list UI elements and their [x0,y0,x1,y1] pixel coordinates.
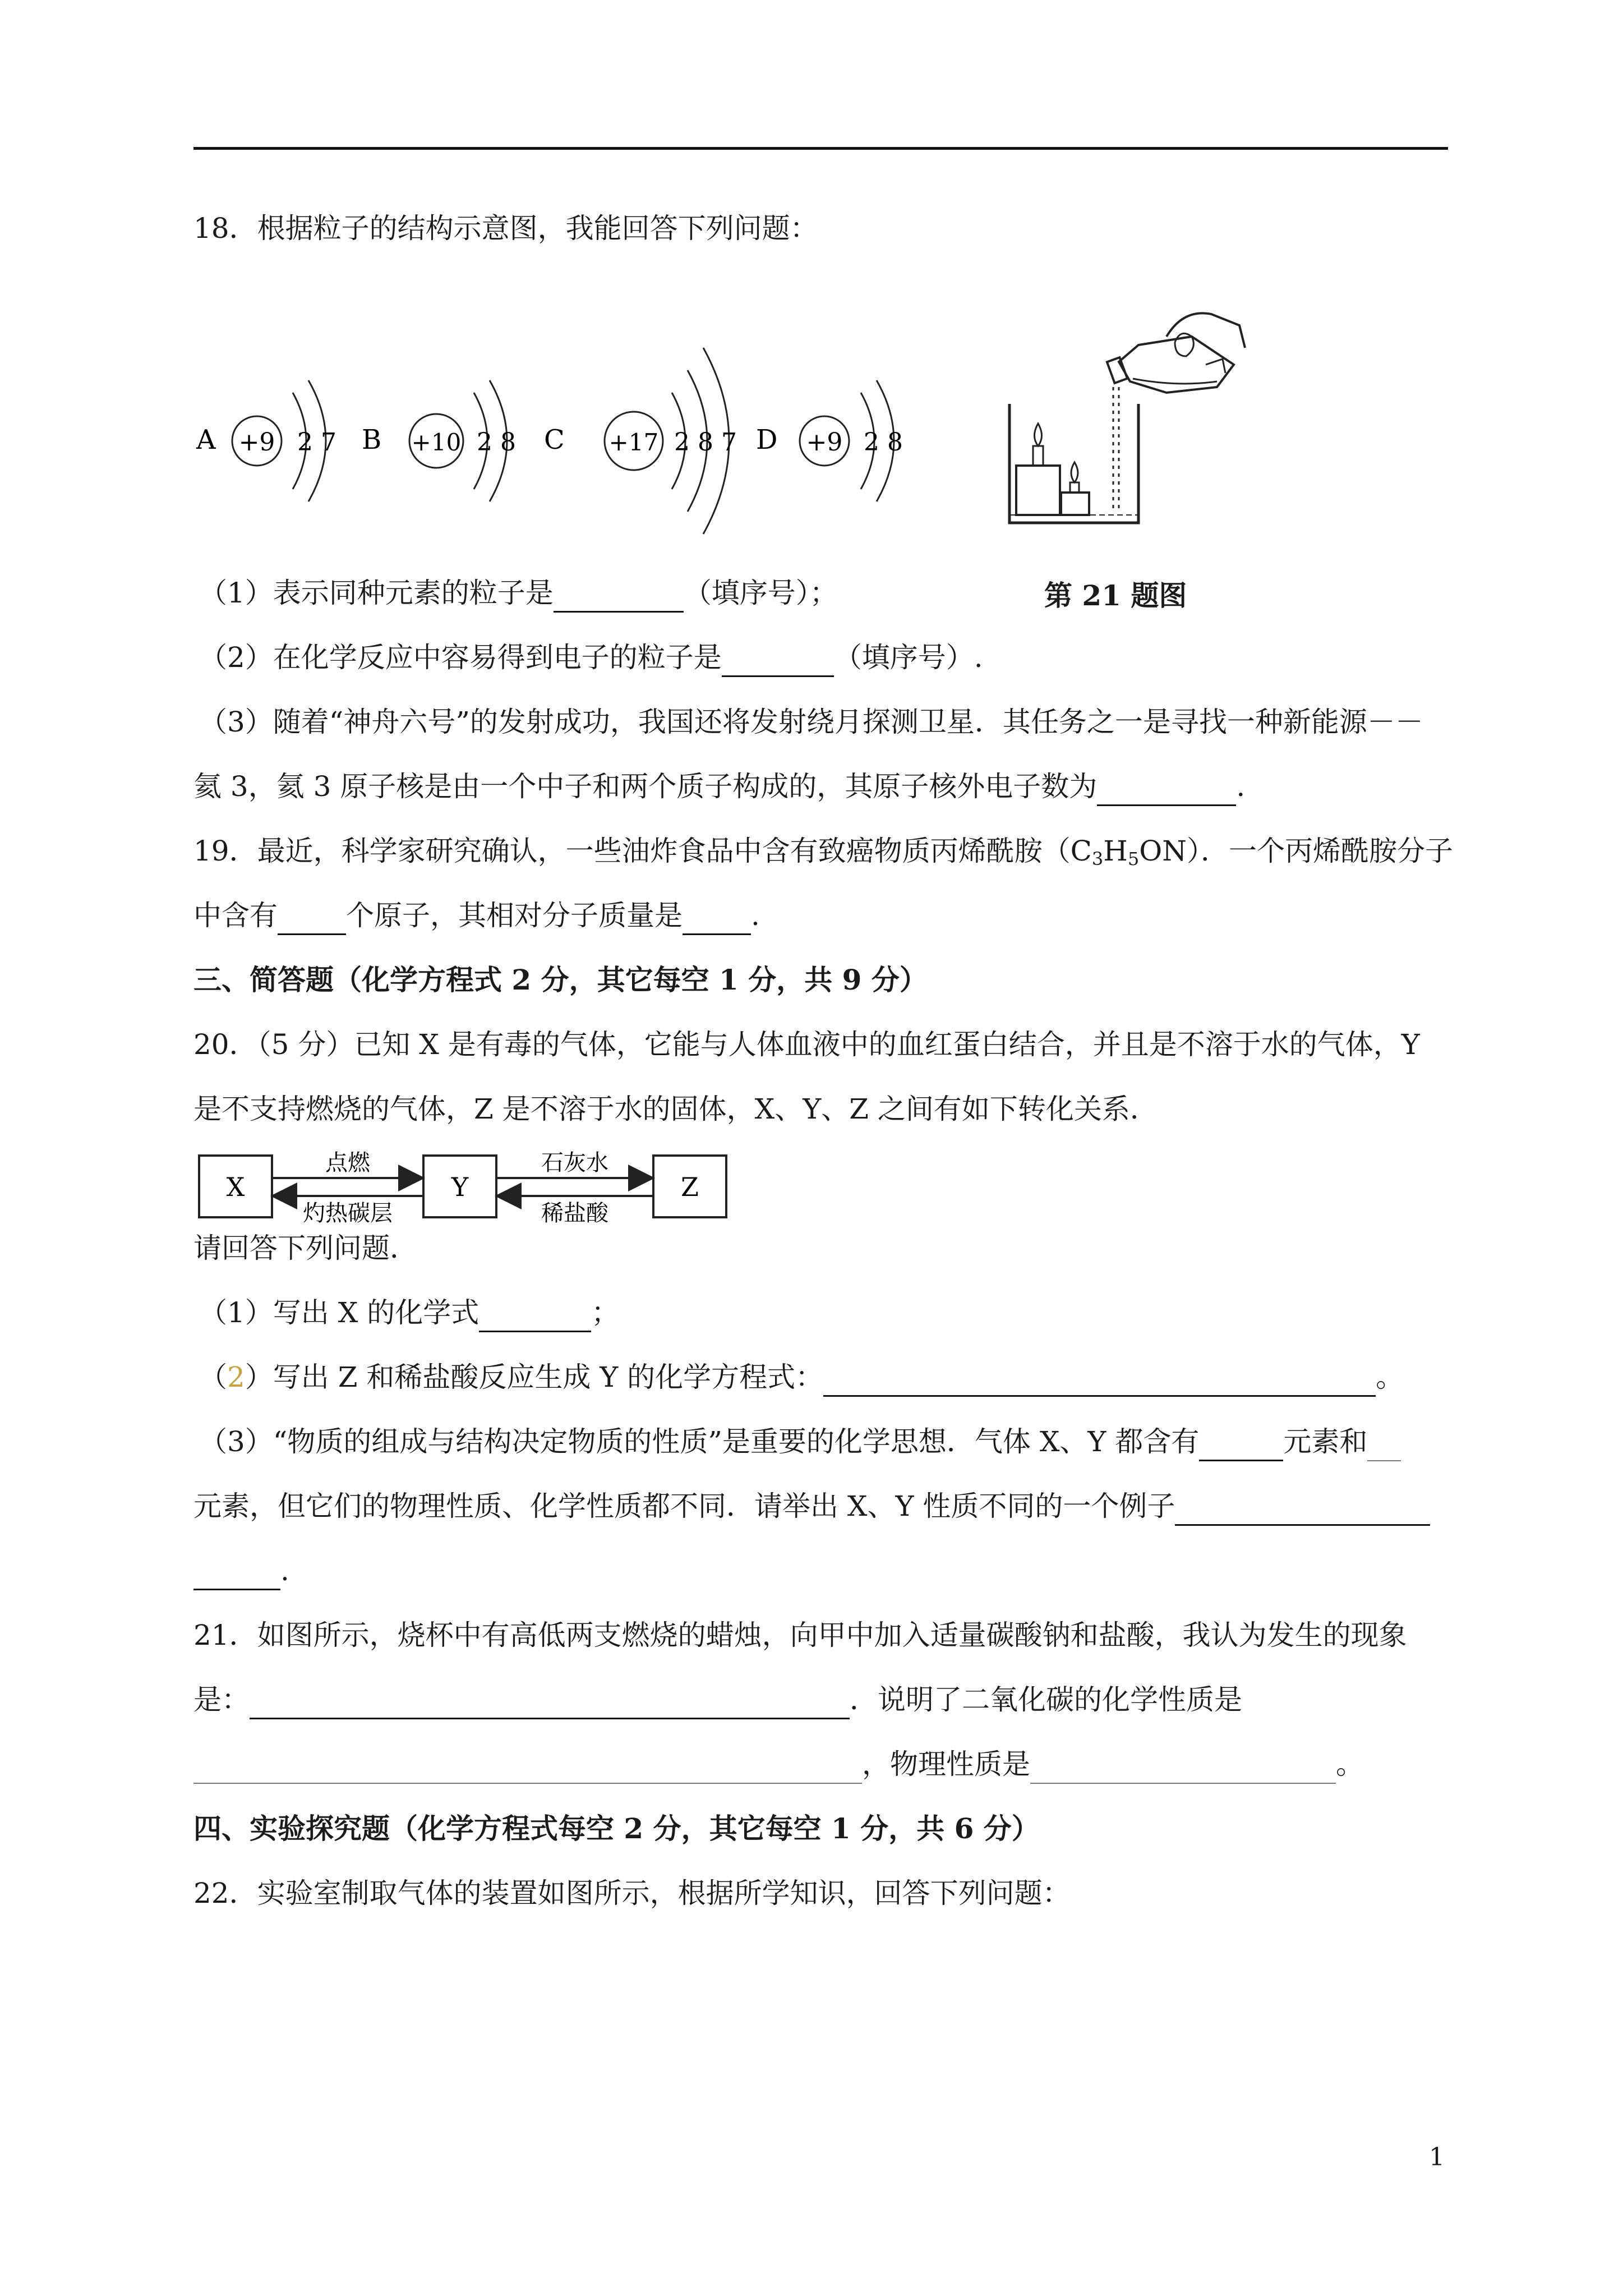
q20-part2-open: （ [199,1361,227,1393]
atom-a [196,380,336,501]
q20-part3-line2 [193,1487,1430,1526]
figure-21-beaker-candles [998,303,1256,539]
q18-part1-text: （1）表示同种元素的粒子是 [199,577,554,609]
gas-stream [1113,387,1119,510]
atom-c-electrons: 2 8 7 [674,428,737,457]
q21-text-c: ，物理性质是 [862,1748,1030,1780]
atom-d-nucleus: +9 [806,428,843,457]
q18-answer-blank-1[interactable] [554,582,684,613]
q20-prompt: 请回答下列问题． [193,1232,418,1264]
q19-h: H [1103,835,1128,867]
q20-part1 [199,1293,619,1332]
q21-answer-blank-1[interactable] [250,1688,850,1719]
q18-part2-text: （2）在化学反应中容易得到电子的粒子是 [199,641,722,674]
short-candle [1061,462,1089,515]
arrow-x-to-y-label: 点燃 [325,1150,370,1176]
atom-structure-diagrams [191,314,931,583]
q19-sub-3: 3 [1091,848,1104,869]
q18-part1-suffix: （填序号）； [683,577,838,609]
atom-c [544,348,737,534]
box-y-label: Y [451,1172,469,1202]
q18-answer-blank-2[interactable] [722,646,834,677]
q21-end: 。 [1336,1748,1364,1780]
q21-text-b: ．说明了二氧化碳的化学性质是 [850,1683,1242,1716]
atom-a-electrons: 2 7 [297,428,336,457]
q18-part3-text: 氦 3，氦 3 原子核是由一个中子和两个质子构成的，其原子核外电子数为 [193,770,1098,803]
q20-answer-blank-5[interactable] [1175,1495,1430,1526]
q20-part3-end: . [280,1554,289,1587]
q20-part2-text: ）写出 Z 和稀盐酸反应生成 Y 的化学方程式： [245,1361,824,1393]
atom-a-nucleus: +9 [238,428,275,457]
atom-c-letter: C [544,424,565,455]
atom-b-electrons: 2 8 [477,428,516,457]
atom-d-electrons: 2 8 [864,428,903,457]
q18-part3-line2 [193,767,1245,806]
q19-sub-5: 5 [1127,848,1140,869]
box-z-label: Z [681,1172,699,1202]
page-number: 1 [1429,2143,1445,2171]
q18-part3-line1: （3）随着“神舟六号”的发射成功，我国还将发射绕月探测卫星．其任务之一是寻找一种新能源－－ [199,706,1423,738]
q20-part3-text-c: 元素，但它们的物理性质、化学性质都不同．请举出 X、Y 性质不同的一个例子 [193,1490,1175,1522]
q18-part3-end: . [1236,770,1246,803]
q21-line3 [193,1745,1364,1784]
atom-b [362,380,516,501]
q20-part2 [199,1358,1404,1397]
q20-part1-suffix: ； [591,1296,620,1329]
atom-d [756,380,903,501]
q20-part3-line1 [199,1422,1401,1461]
q19-line1 [193,831,1453,871]
arrow-y-to-x-label: 灼热碳层 [303,1200,393,1226]
atom-a-letter: A [196,424,216,455]
q18-part1 [199,573,838,613]
q18-answer-blank-3[interactable] [1097,775,1236,806]
q18-part2-suffix: （填序号）. [833,641,983,674]
q21-line1: 21．如图所示，烧杯中有高低两支燃烧的蜡烛，向甲中加入适量碳酸钠和盐酸，我认为发生的现象 [193,1619,1407,1651]
q20-answer-blank-1[interactable] [479,1301,591,1332]
section-3-heading: 三、简答题（化学方程式 2 分，其它每空 1 分，共 9 分） [193,963,928,996]
q19-answer-blank-2[interactable] [683,904,751,935]
q21-line2 [193,1680,1242,1719]
q19-answer-blank-1[interactable] [278,904,346,935]
q20-part3-text-b: 元素和 [1283,1425,1368,1458]
q20-answer-blank-2[interactable] [823,1366,1376,1397]
q21-text-a: 是： [193,1683,250,1716]
q20-part3-line3 [193,1551,289,1590]
q19-text-c: 中含有 [193,899,278,932]
q20-answer-blank-5-cont[interactable] [193,1559,280,1590]
q19-text-a: 19．最近，科学家研究确认，一些油炸食品中含有致癌物质丙烯酰胺（C [193,835,1092,867]
q18-stem: 18．根据粒子的结构示意图，我能回答下列问题： [193,212,818,245]
q18-part2 [199,638,983,677]
atom-c-nucleus: +17 [608,429,659,456]
atom-d-letter: D [756,424,778,455]
arrow-y-to-z-label: 石灰水 [541,1150,608,1176]
q19-text-d: 个原子，其相对分子质量是 [346,899,683,932]
q20-answer-blank-4[interactable] [1367,1431,1401,1461]
q20-conversion-diagram [193,1144,737,1228]
figure-21-caption: 第 21 题图 [1044,579,1187,612]
box-x-label: X [226,1172,245,1202]
q20-part3-text-a: （3）“物质的组成与结构决定物质的性质”是重要的化学思想．气体 X、Y 都含有 [199,1425,1200,1458]
q19-line2 [193,896,760,935]
q19-end: . [751,899,760,932]
q20-part1-text: （1）写出 X 的化学式 [199,1296,479,1329]
q20-part2-num: 2 [227,1361,245,1393]
q22-stem: 22．实验室制取气体的装置如图所示，根据所学知识，回答下列问题： [193,1877,1071,1910]
atom-b-letter: B [362,424,382,455]
q21-answer-blank-3[interactable] [1030,1754,1336,1784]
tall-candle [1016,424,1060,515]
q19-text-b: ON）．一个丙烯酰胺分子 [1139,835,1453,867]
atom-b-nucleus: +10 [411,429,462,456]
q21-answer-blank-2[interactable] [193,1754,862,1784]
q20-part2-end: 。 [1376,1361,1404,1393]
pouring-bottle-illustration [1107,313,1245,393]
q20-line1: 20．（5 分）已知 X 是有毒的气体，它能与人体血液中的血红蛋白结合，并且是不溶于水的气体，Y [193,1028,1420,1061]
arrow-z-to-y-label: 稀盐酸 [541,1200,608,1226]
q20-answer-blank-3[interactable] [1199,1430,1283,1461]
section-4-heading: 四、实验探究题（化学方程式每空 2 分，其它每空 1 分，共 6 分） [193,1812,1040,1845]
header-rule [193,147,1448,150]
q20-line2: 是不支持燃烧的气体，Z 是不溶于水的固体，X、Y、Z 之间有如下转化关系． [193,1093,1158,1125]
